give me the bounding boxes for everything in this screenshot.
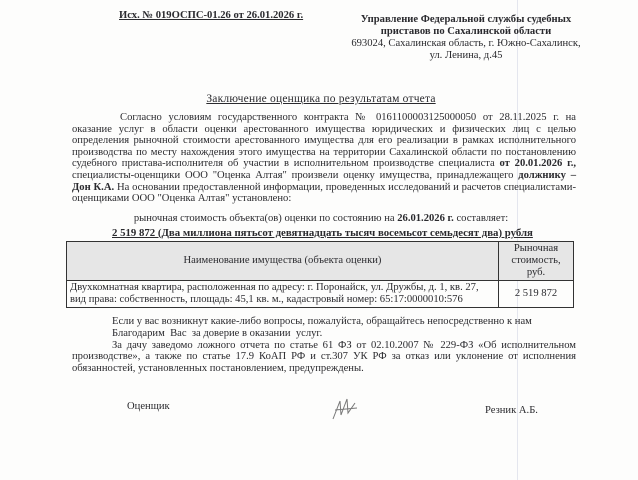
text: Согласно условиям государственного контракта № 0161100003125000050 от 28.11.2025 г. на оказание услуг в области оценки арестованного имущества юридических и физических лиц с целью определения рыночной стоимости арестованного имущества для его реализации в рамках исполнительного производства по месту нахождения этого имущества на территории Сахалинской области по постановлению судебного пристава-исполнителя об участии в исполнительном производстве специалиста [72, 112, 576, 170]
handwritten-signature [330, 395, 360, 423]
document-body [66, 92, 576, 425]
address-line1: 693024, Сахалинская область, г. Южно-Сахалинск, [351, 38, 581, 49]
signer-name: Резник А.Б. [485, 404, 538, 416]
column-header-value: Рыночная стоимость, руб. [499, 241, 574, 280]
text: рыночная стоимость объекта(ов) оценки по состоянию на [133, 212, 398, 224]
table-header-row [67, 241, 574, 280]
recipient-line2: приставов по Сахалинской области [380, 26, 552, 37]
market-value-line [66, 213, 576, 225]
amount-in-words: 2 519 872 (Два миллиона пятьсот девятнадцать тысяч восемьсот семьдесят два) рубля [112, 226, 533, 239]
closing-lines [112, 316, 576, 340]
signer-role: Оценщик [127, 400, 170, 412]
document-title: Заключение оценщика по результатам отчета [206, 93, 436, 105]
property-description: Двухкомнатная квартира, расположенная по адресу: г. Поронайск, ул. Дружбы, д. 1, кв. 27, вид права: собственность, площадь: 45,1 кв. м., кадастровый номер: 65:17:0000010:576 [67, 280, 499, 307]
body-paragraph [72, 112, 576, 205]
recipient-block [318, 14, 614, 62]
text: специалисты-оценщики ООО "Оценка Алтая" произвели оценку имущества, принадлежащего [72, 169, 519, 181]
valuation-table [66, 241, 574, 308]
signature-row [66, 395, 576, 425]
liability-paragraph: За дачу заведомо ложного отчета по статье 61 ФЗ от 02.10.2007 № 229-ФЗ «Об исполнительном производстве», а также по статье 17.9 КоАП РФ и ст.307 УК РФ за отказ или уклонение от исполнения обязанностей, установленных постановлением, предупреждены. [72, 339, 576, 374]
outgoing-reference: Исх. № 019ОСПС-01.26 от 26.01.2026 г. [119, 10, 304, 21]
text: составляет: [453, 212, 509, 224]
address-line2: ул. Ленина, д.45 [429, 50, 503, 61]
table-row [67, 280, 574, 307]
recipient-line1: Управление Федеральной службы судебных [360, 14, 572, 25]
questions-line: Если у вас возникнут какие-либо вопросы, пожалуйста, обращайтесь непосредственно к нам [112, 315, 532, 327]
column-header-name: Наименование имущества (объекта оценки) [67, 241, 499, 280]
property-value: 2 519 872 [499, 280, 574, 307]
valuation-date: 26.01.2026 г. [397, 212, 454, 224]
thanks-line: Благодарим Вас за доверие в оказании услуг. [112, 327, 323, 339]
order-date: от 20.01.2026 г., [499, 158, 576, 170]
debtor: должнику – Дон К.А. [72, 169, 576, 193]
text: На основании предоставленной информации, проведенных исследований и расчетов специалистами-оценщиками ООО "Оценка Алтая" установлено: [72, 181, 576, 205]
